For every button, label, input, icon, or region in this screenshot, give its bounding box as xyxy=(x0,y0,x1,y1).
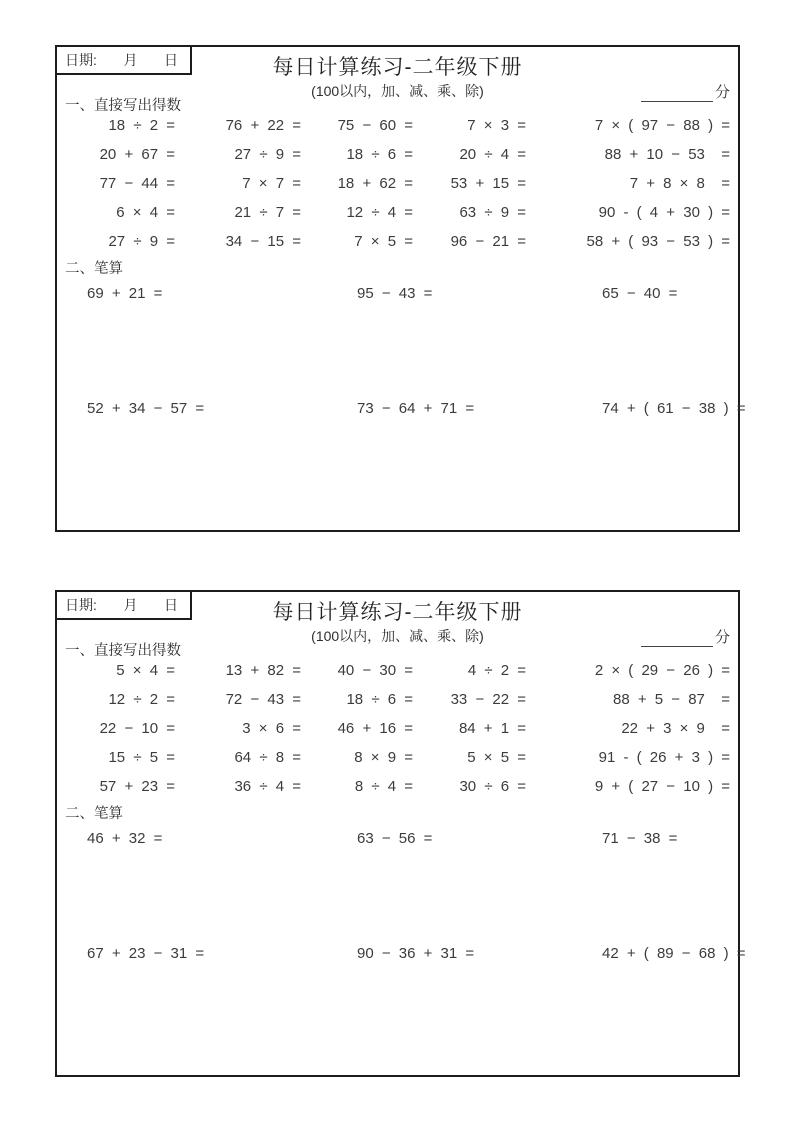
oral-problem: 36 ÷ 4 = xyxy=(234,778,301,795)
oral-problem: 7 × 3 = xyxy=(467,117,526,134)
written-problem: 69 + 21 = xyxy=(87,285,163,302)
oral-problem: 22 − 10 = xyxy=(99,720,175,737)
oral-problem: 4 ÷ 2 = xyxy=(467,662,526,679)
oral-problem: 27 ÷ 9 = xyxy=(234,146,301,163)
oral-problem: 9 + ( 27 − 10 ) = xyxy=(594,778,730,795)
oral-problem: 18 ÷ 2 = xyxy=(108,117,175,134)
oral-problem: 34 − 15 = xyxy=(225,233,301,250)
oral-problem: 40 − 30 = xyxy=(337,662,413,679)
subtitle: (100以内，加、减、乘、除) xyxy=(311,628,484,644)
oral-problem: 13 + 82 = xyxy=(225,662,301,679)
date-label: 日期: xyxy=(65,597,97,613)
written-problem: 74 + ( 61 − 38 ) = xyxy=(602,400,746,417)
oral-problem: 30 ÷ 6 = xyxy=(459,778,526,795)
oral-problem: 20 ÷ 4 = xyxy=(459,146,526,163)
oral-problem: 72 − 43 = xyxy=(225,691,301,708)
oral-problem: 53 + 15 = xyxy=(450,175,526,192)
written-problems-row xyxy=(65,944,746,964)
written-problem: 73 − 64 + 71 = xyxy=(357,400,475,417)
oral-problem: 58 + ( 93 − 53 ) = xyxy=(586,233,730,250)
oral-problem: 7 × 5 = xyxy=(354,233,413,250)
score-blank xyxy=(641,631,713,647)
oral-problem: 88 + 10 − 53 = xyxy=(604,146,730,163)
oral-problems-grid xyxy=(65,111,732,256)
oral-problem: 27 ÷ 9 = xyxy=(108,233,175,250)
oral-problem: 57 + 23 = xyxy=(99,778,175,795)
written-problem: 95 − 43 = xyxy=(357,285,433,302)
page-title: 每日计算练习-二年级下册 xyxy=(272,56,523,79)
date-label: 日期: xyxy=(65,52,97,68)
oral-problem: 15 ÷ 5 = xyxy=(108,749,175,766)
oral-problem: 2 × ( 29 − 26 ) = xyxy=(594,662,730,679)
score-line xyxy=(641,81,730,102)
score-suffix: 分 xyxy=(714,629,730,646)
score-blank xyxy=(641,86,713,102)
oral-problem: 91 - ( 26 + 3 ) = xyxy=(598,749,730,766)
month-label: 月 xyxy=(123,597,138,613)
oral-problem: 7 + 8 × 8 = xyxy=(629,175,730,192)
score-line xyxy=(641,626,730,647)
worksheet-2 xyxy=(55,590,746,1077)
written-problem: 52 + 34 − 57 = xyxy=(87,400,205,417)
oral-problem: 84 + 1 = xyxy=(458,720,526,737)
oral-problem: 7 × ( 97 − 88 ) = xyxy=(594,117,730,134)
oral-problem: 18 ÷ 6 = xyxy=(346,691,413,708)
day-label: 日 xyxy=(163,52,178,68)
written-problems-row xyxy=(65,829,730,849)
page-title: 每日计算练习-二年级下册 xyxy=(272,601,523,624)
score-suffix: 分 xyxy=(714,84,730,101)
oral-problem: 96 − 21 = xyxy=(450,233,526,250)
day-label: 日 xyxy=(163,597,178,613)
written-problem: 46 + 32 = xyxy=(87,830,163,847)
section-oral-label: 一、直接写出得数 xyxy=(65,98,181,114)
month-label: 月 xyxy=(123,52,138,68)
section-written-label: 二、笔算 xyxy=(65,806,123,822)
subtitle: (100以内，加、减、乘、除) xyxy=(311,83,484,99)
written-problem: 90 − 36 + 31 = xyxy=(357,945,475,962)
written-problem: 67 + 23 − 31 = xyxy=(87,945,205,962)
oral-problems-grid xyxy=(65,656,732,801)
oral-problem: 5 × 5 = xyxy=(467,749,526,766)
written-problem: 65 − 40 = xyxy=(602,285,678,302)
oral-problem: 18 ÷ 6 = xyxy=(346,146,413,163)
oral-problem: 7 × 7 = xyxy=(242,175,301,192)
section-written-label: 二、笔算 xyxy=(65,261,123,277)
written-problem: 63 − 56 = xyxy=(357,830,433,847)
written-problem: 71 − 38 = xyxy=(602,830,678,847)
oral-problem: 3 × 6 = xyxy=(242,720,301,737)
oral-problem: 6 × 4 = xyxy=(116,204,175,221)
oral-problem: 46 + 16 = xyxy=(337,720,413,737)
oral-problem: 64 ÷ 8 = xyxy=(234,749,301,766)
written-problem: 42 + ( 89 − 68 ) = xyxy=(602,945,746,962)
oral-problem: 22 + 3 × 9 = xyxy=(621,720,730,737)
oral-problem: 77 − 44 = xyxy=(99,175,175,192)
oral-problem: 75 − 60 = xyxy=(337,117,413,134)
worksheet-1 xyxy=(55,45,746,532)
written-problems-row xyxy=(65,399,746,419)
oral-problem: 12 ÷ 4 = xyxy=(346,204,413,221)
oral-problem: 5 × 4 = xyxy=(116,662,175,679)
oral-problem: 8 ÷ 4 = xyxy=(354,778,413,795)
oral-problem: 12 ÷ 2 = xyxy=(108,691,175,708)
oral-problem: 90 - ( 4 + 30 ) = xyxy=(598,204,730,221)
oral-problem: 20 + 67 = xyxy=(99,146,175,163)
written-problems-row xyxy=(65,284,730,304)
oral-problem: 88 + 5 − 87 = xyxy=(613,691,730,708)
oral-problem: 33 − 22 = xyxy=(450,691,526,708)
oral-problem: 18 + 62 = xyxy=(337,175,413,192)
oral-problem: 8 × 9 = xyxy=(354,749,413,766)
section-oral-label: 一、直接写出得数 xyxy=(65,643,181,659)
oral-problem: 63 ÷ 9 = xyxy=(459,204,526,221)
oral-problem: 21 ÷ 7 = xyxy=(234,204,301,221)
oral-problem: 76 + 22 = xyxy=(225,117,301,134)
